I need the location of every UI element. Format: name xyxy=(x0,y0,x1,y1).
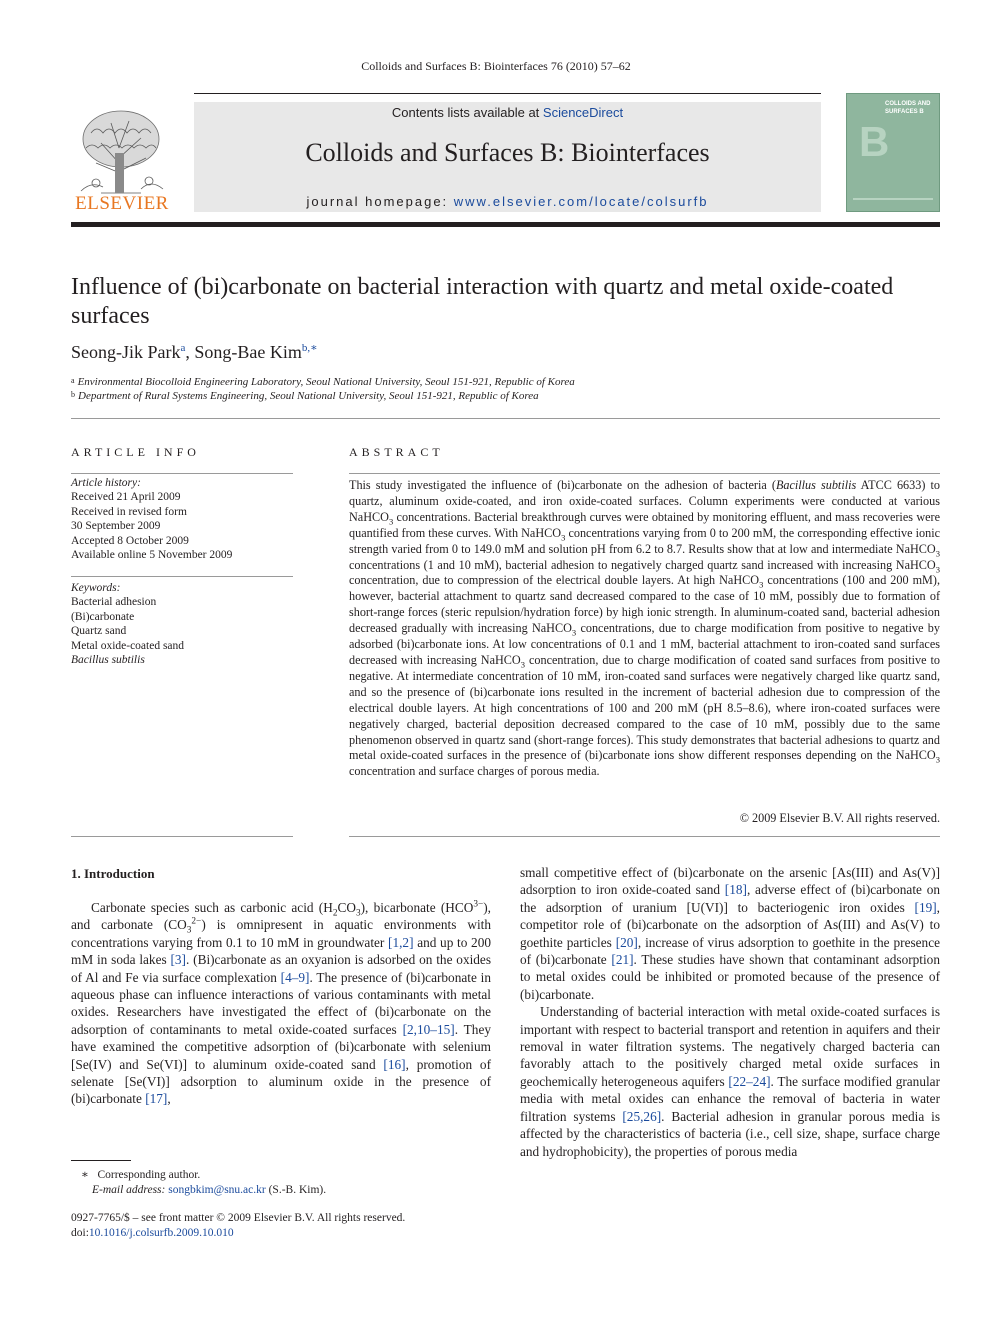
subscript: 3 xyxy=(355,908,361,919)
doi-label: doi: xyxy=(71,1227,89,1239)
affiliation-a-mark: a xyxy=(71,376,75,385)
divider xyxy=(71,836,293,837)
footnote-mark: ∗ xyxy=(81,1169,89,1181)
history-received: Received 21 April 2009 xyxy=(71,491,181,504)
reference-link[interactable]: [18] xyxy=(724,882,747,898)
homepage-link[interactable]: www.elsevier.com/locate/colsurfb xyxy=(453,194,709,209)
history-online: Available online 5 November 2009 xyxy=(71,549,233,562)
reference-link[interactable]: [22–24] xyxy=(728,1073,771,1089)
abstract-segment: concentration and surface charges of porous media. xyxy=(349,764,600,779)
text: . (Bi)carbonate as an oxyanion is adsorbed on the oxides of Al and Fe via surface complexation xyxy=(71,952,492,985)
subscript: 2 xyxy=(332,908,338,919)
corresponding-author-footnote xyxy=(71,1168,491,1197)
publisher-wordmark: ELSEVIER xyxy=(75,193,169,214)
keyword: Metal oxide-coated sand xyxy=(71,639,185,652)
article-title: Influence of (bi)carbonate on bacterial interaction with quartz and metal oxide-coated surfaces xyxy=(71,274,894,329)
affiliation-b-text: Department of Rural Systems Engineering, Seoul National University, Seoul 151-921, Republic of Korea xyxy=(78,390,539,402)
cover-footer-bar xyxy=(853,198,933,200)
abstract-segment: concentration, due to charge modification of coated sand surfaces from positive to negative. At intermediate concentration of 10 mM, iron-coated sand surfaces were negatively charged like quartz sand, and so the presence of (bi)carbonate ions resulted in the increment of bacterial adhesion due to compression of the electrical double layers. At high concentrations of 100 and 200 mM (pH 8.5–8.6), where iron-coated surfaces were negatively charged, bacterial deposition decreased compared to the case of 10 mM, possibly due to the same phenomenon observed in quartz sand (short-range forces). This study demonstrates that bacterial adhesions to quartz and metal oxide-coated surfaces in the presence of (bi)carbonate ions show different responses depending on the NaHCO xyxy=(349,652,940,763)
doi-line xyxy=(71,1226,491,1241)
contents-line xyxy=(194,105,821,120)
subscript: 3 xyxy=(561,532,566,543)
history-revised-1: Received in revised form xyxy=(71,505,187,518)
keywords-label: Keywords: xyxy=(71,582,121,594)
homepage-label: journal homepage: xyxy=(306,194,454,209)
subscript: 3 xyxy=(520,659,526,670)
keyword: Quartz sand xyxy=(71,625,127,638)
journal-homepage xyxy=(194,194,821,209)
subscript: 3 xyxy=(935,563,940,574)
abstract-segment: concentrations, due to charge modification from positive to negative by adsorbed (bi)carbonate ions. At low concentrations of 0.1 and 1 mM, bacterial attachment to iron-coated sand surfaces decreased with increasing NaHCO xyxy=(349,621,940,667)
article-info-heading: ARTICLE INFO xyxy=(71,445,200,459)
footnote-rule xyxy=(71,1160,131,1161)
author-1-affil-mark[interactable]: a xyxy=(180,342,186,354)
text: and up to 200 mM in soda lakes xyxy=(71,934,491,968)
text: . The surface modified granular media with metal oxides can enhance the removal of bacteria in water filtration systems xyxy=(520,1073,940,1124)
reference-link[interactable]: [3] xyxy=(170,952,186,968)
cover-title: COLLOIDS AND SURFACES B xyxy=(885,101,931,115)
abstract-segment: concentrations varying from 0 to 200 mM, the corresponding effective ionic strength varied from 0 to 149.0 mM and solution pH from 6.2 to 8.7. Results show that at low and intermediate NaHCO xyxy=(349,525,940,556)
issn-doi-block xyxy=(71,1211,491,1241)
history-revised-2: 30 September 2009 xyxy=(71,520,161,533)
abstract-copyright: © 2009 Elsevier B.V. All rights reserved. xyxy=(739,811,940,825)
journal-cover-thumbnail[interactable] xyxy=(846,93,940,212)
doi-link[interactable]: 10.1016/j.colsurfb.2009.10.010 xyxy=(88,1227,234,1239)
abstract-segment: concentration, due to compression of the electrical double layers. At high NaHCO xyxy=(349,573,760,588)
text: ), and carbonate (CO xyxy=(71,900,492,933)
divider xyxy=(71,418,940,419)
subscript: 3 xyxy=(759,579,764,590)
paragraph xyxy=(520,1003,940,1160)
body-column-left xyxy=(71,899,491,1108)
superscript: 2− xyxy=(191,916,202,927)
divider xyxy=(71,576,293,577)
subscript: 3 xyxy=(186,926,192,937)
footnote-text: Corresponding author. xyxy=(97,1169,201,1181)
affiliation-a xyxy=(71,376,575,388)
history-label: Article history: xyxy=(71,477,141,489)
author-2-affil-mark[interactable]: b,∗ xyxy=(301,342,318,354)
reference-link[interactable]: [25,26] xyxy=(622,1108,662,1124)
contents-prefix: Contents lists available at xyxy=(391,105,543,120)
reference-link[interactable]: [20] xyxy=(615,934,638,950)
elsevier-logo[interactable] xyxy=(71,103,173,215)
history-accepted: Accepted 8 October 2009 xyxy=(71,534,189,547)
text: , xyxy=(167,1091,171,1107)
affiliation-b xyxy=(71,390,539,402)
header-thick-rule xyxy=(71,222,940,227)
subscript: 3 xyxy=(571,627,577,638)
email-link[interactable]: songbkim@snu.ac.kr xyxy=(168,1183,266,1196)
affiliation-a-text: Environmental Biocolloid Engineering Laboratory, Seoul National University, Seoul 151-921, Republic of Korea xyxy=(77,376,575,388)
subscript: 3 xyxy=(388,516,394,527)
keyword: Bacterial adhesion xyxy=(71,596,157,609)
body-column-right xyxy=(520,864,940,1160)
abstract-segment: concentrations. Bacterial breakthrough curves were obtained by monitoring effluent, and mass recoveries were quantified from these curves. With NaHCO xyxy=(349,509,940,540)
abstract-segment: concentrations (1 and 10 mM), bacterial adhesion to negatively charged quartz sand increased with increasing NaHCO xyxy=(349,557,936,572)
journal-title: Colloids and Surfaces B: Biointerfaces xyxy=(305,138,710,167)
keyword: (Bi)carbonate xyxy=(71,610,135,623)
superscript: 3− xyxy=(473,899,484,910)
footnote-line xyxy=(71,1168,491,1183)
reference-link[interactable]: [16] xyxy=(383,1056,406,1072)
text: ) is omnipresent in aquatic environments with concentrations varying from 0.1 to 10 mM in groundwater xyxy=(71,917,491,950)
text: , increase of virus adsorption to goethite in the presence of (bi)carbonate xyxy=(520,934,940,968)
author-list xyxy=(71,342,318,363)
author-1[interactable]: Seong-Jik Park xyxy=(71,342,181,362)
footnote-email-line xyxy=(71,1183,491,1198)
text: . These studies have shown that contaminant adsorption to metal oxides could be inhibited or promoted because of the presence of (bi)carbonate. xyxy=(520,952,940,1002)
subscript: 3 xyxy=(935,548,940,559)
abstract-segment: ATCC 6633) to quartz, aluminum oxide-coated, and iron oxide-coated surfaces. Column experiments were conducted at various NaHCO xyxy=(349,478,940,524)
reference-link[interactable]: [2,10–15] xyxy=(402,1021,455,1037)
sciencedirect-link[interactable]: ScienceDirect xyxy=(542,105,624,120)
keyword: Bacillus subtilis xyxy=(71,654,145,667)
author-separator: , xyxy=(185,342,195,362)
journal-masthead xyxy=(194,102,821,212)
text: Understanding of bacterial interaction with metal oxide-coated surfaces is important with respect to bacterial transport and retention in aquifers and their removal in water filtration systems. The negatively charged bacteria can favorably attach to the positively charged metal oxide surfaces in geochemically heterogeneous aquifers xyxy=(520,1004,940,1089)
text: small competitive effect of (bi)carbonate on the arsenic [As(III) and As(V)] adsorption to iron oxide-coated sand xyxy=(520,865,940,898)
text: ), bicarbonate (HCO xyxy=(360,900,474,915)
text: Carbonate species such as carbonic acid (H xyxy=(91,900,333,915)
reference-link[interactable]: [4–9] xyxy=(280,969,310,985)
text: CO xyxy=(337,900,356,915)
divider xyxy=(349,836,940,837)
journal-citation: Colloids and Surfaces B: Biointerfaces 76 (2010) 57–62 xyxy=(361,59,631,73)
abstract-text xyxy=(349,478,940,780)
paragraph xyxy=(71,899,491,1108)
paragraph xyxy=(520,864,940,1003)
text: . They have examined the competitive adsorption of (bi)carbonate with selenium [Se(IV) and Se(VI)] to aluminum oxide-coated sand xyxy=(71,1021,492,1072)
issn-line: 0927-7765/$ – see front matter © 2009 Elsevier B.V. All rights reserved. xyxy=(71,1212,406,1224)
text: , promotion of selenate [Se(VI)] adsorption to aluminum oxide in the presence of (bi)carbonate xyxy=(71,1056,492,1107)
divider xyxy=(349,473,940,474)
article-history xyxy=(71,476,293,562)
reference-link[interactable]: [21] xyxy=(611,952,634,968)
email-suffix: (S.-B. Kim). xyxy=(265,1183,327,1196)
abstract-segment: This study investigated the influence of (bi)carbonate on the adhesion of bacteria ( xyxy=(349,478,776,492)
reference-link[interactable]: [1,2] xyxy=(388,934,414,950)
abstract-segment: concentrations (100 and 200 mM), however, bacterial attachment to quartz sand decreased compared to the case of 10 mM, possibly due to formation of short-range forces (steric repulsion/hydration force) by high ionic strength. In aluminum-coated sand, bacterial adhesion decreased gradually with increasing NaHCO xyxy=(349,573,940,636)
text: . Bacterial adhesion in granular porous media is affected by the characteristics of bacteria (i.e., cell size, shape, surface charge and hydrophobicity), the properties of porous media xyxy=(520,1108,940,1159)
section-heading-introduction: 1. Introduction xyxy=(71,866,155,881)
keywords xyxy=(71,581,293,667)
subscript: 3 xyxy=(935,754,940,765)
abstract-heading: ABSTRACT xyxy=(349,445,444,459)
text: , adverse effect of (bi)carbonate on the adsorption of uranium [U(VI)] to bacteriogenic iron oxides xyxy=(520,882,940,915)
affiliation-b-mark: b xyxy=(71,390,75,399)
reference-link[interactable]: [17] xyxy=(145,1091,168,1107)
author-2[interactable]: Song-Bae Kim xyxy=(194,342,302,362)
cover-letter: B xyxy=(859,118,890,165)
text: , competitor role of (bi)carbonate on the adsorption of As(III) and As(V) to goethite particles xyxy=(520,899,940,950)
abstract-species: Bacillus subtilis xyxy=(775,478,857,492)
text: . The presence of (bi)carbonate in aqueous phase can influence interactions of various contaminants with metal oxides. Researchers have investigated the effect of (bi)carbonate on the adsorption of contaminants to metal oxide-coated surfaces xyxy=(71,969,491,1037)
reference-link[interactable]: [19] xyxy=(914,899,937,915)
header-rule xyxy=(194,93,821,94)
divider xyxy=(71,473,293,474)
email-label: E-mail address: xyxy=(92,1183,166,1196)
